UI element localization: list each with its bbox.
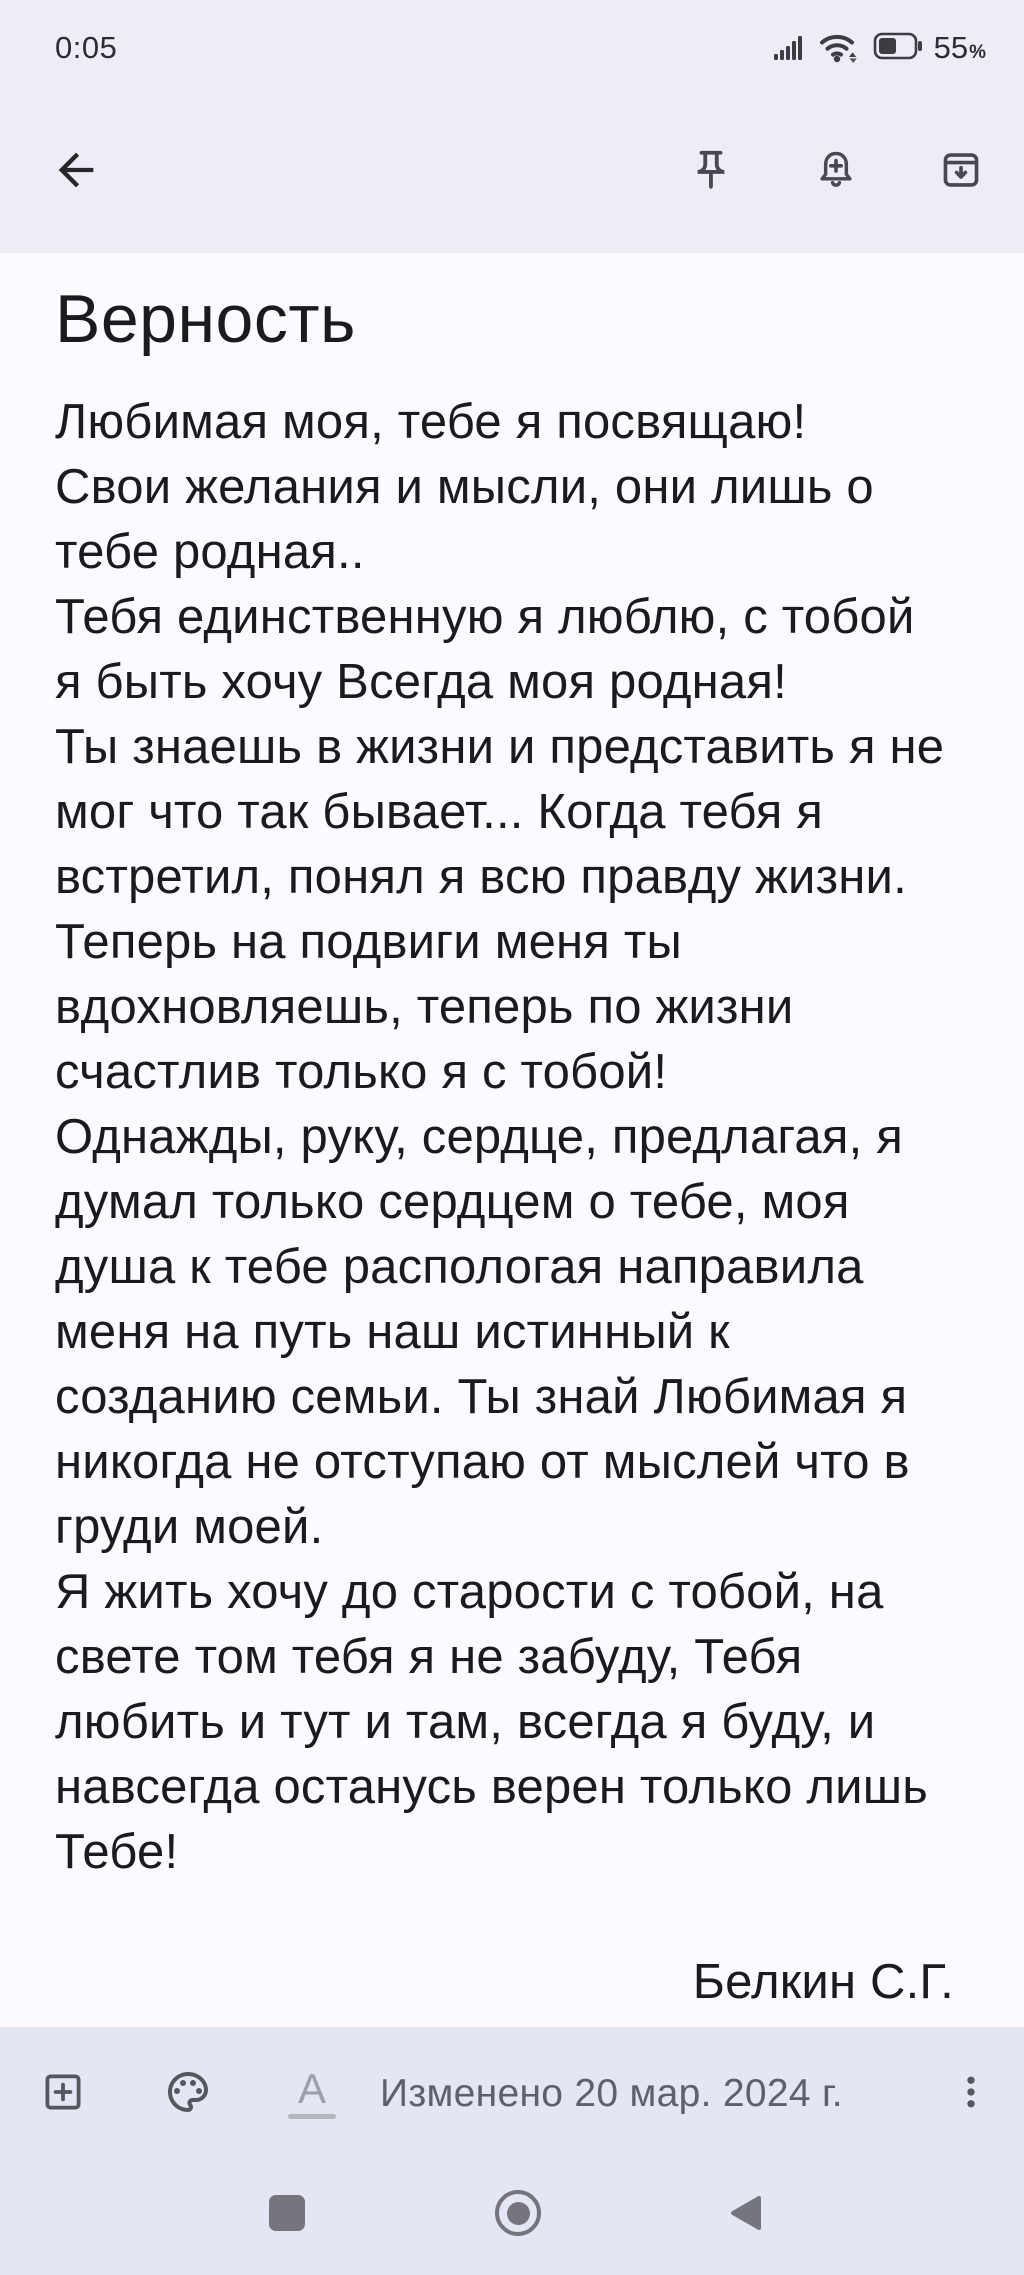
note-title[interactable]: Верность: [55, 281, 356, 357]
note-body-line: свете том тебя я не забуду, Тебя: [55, 1630, 803, 1684]
home-dot: [507, 2202, 530, 2225]
palette-icon: [164, 2068, 212, 2119]
app-bar-actions: [688, 147, 984, 196]
note-body-line: тебе родная..: [55, 525, 365, 579]
note-body-line: никогда не отступаю от мыслей что в: [55, 1435, 910, 1489]
note-body-line: Любимая моя, тебе я посвящаю!: [55, 395, 807, 449]
wifi-icon: [816, 28, 862, 69]
last-edited-label: Изменено 20 мар. 2024 г.: [380, 2071, 843, 2115]
battery-icon: [873, 30, 923, 67]
battery-percent: 55 %: [933, 30, 986, 65]
note-body-line: встретил, понял я всю правду жизни.: [55, 850, 907, 904]
note-body-line: вдохновляешь, теперь по жизни: [55, 980, 794, 1034]
more-options-button[interactable]: [948, 2027, 994, 2160]
recents-square-icon[interactable]: [269, 2195, 305, 2231]
text-format-icon: A: [297, 2064, 326, 2112]
reminder-bell-add-icon: [813, 147, 859, 196]
note-body-line: навсегда останусь верен только лишь: [55, 1760, 928, 1814]
reminder-button[interactable]: [813, 147, 859, 196]
note-body-line: меня на путь наш истинный к: [55, 1305, 730, 1359]
app-bar: [0, 90, 1024, 253]
status-icons: [771, 28, 986, 69]
note-body-line: Тебя единственную я люблю, с тобой: [55, 590, 915, 644]
note-body-line: Ты знаешь в жизни и представить я не: [55, 720, 945, 774]
back-triangle-icon[interactable]: [728, 2194, 766, 2232]
add-box-icon: [39, 2068, 87, 2119]
note-body-line: груди моей.: [55, 1500, 324, 1554]
note-body-line: счастлив только я с тобой!: [55, 1045, 668, 1099]
text-format-underline: [288, 2114, 336, 2119]
note-body-line: я быть хочу Всегда моя родная!: [55, 655, 787, 709]
signal-strength-icon: [771, 29, 805, 68]
kebab-menu-icon: [949, 2070, 993, 2117]
theme-button[interactable]: [164, 2027, 212, 2160]
note-content: [0, 253, 1024, 2027]
note-body-line: Свои желания и мысли, они лишь о: [55, 460, 874, 514]
note-body-line: мог что так бывает... Когда тебя я: [55, 785, 823, 839]
note-body-line: Я жить хочу до старости с тобой, на: [55, 1565, 884, 1619]
note-body[interactable]: [55, 390, 969, 1885]
pin-icon: [688, 147, 734, 196]
clock: 0:05: [55, 30, 118, 65]
home-ring: [495, 2190, 541, 2236]
note-body-line: Однажды, руку, сердце, предлагая, я: [55, 1110, 903, 1164]
note-body-line: душа к тебе распологая направила: [55, 1240, 864, 1294]
bottom-toolbar: [0, 2027, 1024, 2160]
note-body-line: думал только сердцем о тебе, моя: [55, 1175, 850, 1229]
android-nav-bar: [0, 2160, 1024, 2275]
note-body-line: Теперь на подвиги меня ты: [55, 915, 682, 969]
archive-icon: [938, 147, 984, 196]
archive-button[interactable]: [938, 147, 984, 196]
pin-button[interactable]: [688, 147, 734, 196]
status-bar: [0, 0, 1024, 90]
add-attachment-button[interactable]: [39, 2027, 87, 2160]
back-arrow-icon: [50, 144, 102, 199]
back-button[interactable]: [50, 144, 102, 199]
note-body-line: любить и тут и там, всегда я буду, и: [55, 1695, 876, 1749]
note-body-line: Тебе!: [55, 1825, 179, 1879]
home-circle-icon[interactable]: [495, 2190, 541, 2236]
text-format-button[interactable]: [288, 2027, 336, 2160]
note-body-line: созданию семьи. Ты знай Любимая я: [55, 1370, 908, 1424]
note-signature[interactable]: Белкин С.Г.: [692, 1955, 954, 2009]
